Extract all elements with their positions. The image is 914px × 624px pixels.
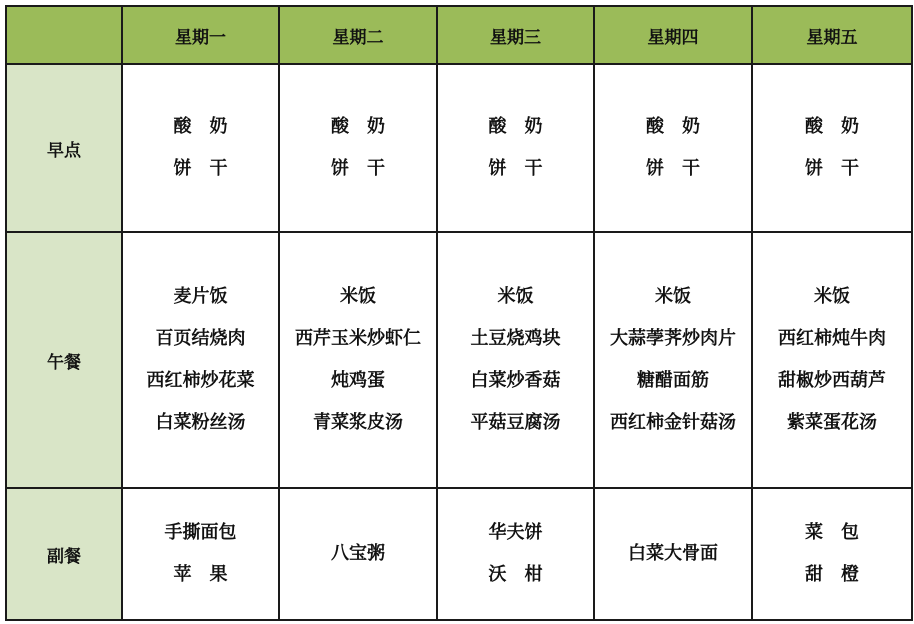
dish: 西红柿炖牛肉 — [778, 328, 886, 349]
corner-cell — [6, 6, 122, 64]
menu-cell — [437, 64, 594, 232]
dish: 炖鸡蛋 — [331, 370, 385, 391]
dish: 沃 柑 — [488, 564, 543, 585]
dish: 紫菜蛋花汤 — [787, 412, 877, 433]
meal-label: 副餐 — [6, 488, 122, 620]
dish: 西红柿金针菇汤 — [610, 412, 736, 433]
dish: 酸 奶 — [488, 116, 543, 137]
menu-cell — [122, 488, 279, 620]
dish: 米饭 — [814, 286, 850, 307]
day-header: 星期二 — [279, 6, 437, 64]
dish: 甜椒炒西葫芦 — [778, 370, 886, 391]
dish: 苹 果 — [173, 564, 228, 585]
dish: 土豆烧鸡块 — [470, 328, 561, 349]
dish: 华夫饼 — [488, 522, 543, 543]
dish: 米饭 — [497, 286, 534, 307]
meal-label: 早点 — [6, 64, 122, 232]
meal-row-snack — [6, 488, 912, 620]
dish: 米饭 — [340, 286, 376, 307]
dish: 青菜浆皮汤 — [313, 412, 403, 433]
menu-cell — [279, 232, 437, 488]
dish: 酸 奶 — [646, 116, 700, 137]
dish: 麦片饭 — [173, 286, 228, 307]
menu-cell — [279, 64, 437, 232]
dish: 甜 橙 — [805, 564, 859, 585]
dish: 平菇豆腐汤 — [470, 412, 561, 433]
meal-row-lunch — [6, 232, 912, 488]
menu-cell — [752, 232, 912, 488]
dish: 菜 包 — [805, 522, 859, 543]
day-header: 星期一 — [122, 6, 279, 64]
dish: 饼 干 — [646, 158, 700, 179]
menu-cell — [122, 232, 279, 488]
dish: 饼 干 — [488, 158, 543, 179]
header-row — [6, 6, 912, 64]
dish: 西红柿炒花菜 — [146, 370, 255, 391]
menu-cell — [594, 488, 752, 620]
dish: 西芹玉米炒虾仁 — [295, 328, 421, 349]
dish: 饼 干 — [173, 158, 228, 179]
weekly-menu-table — [5, 5, 913, 621]
menu-cell — [122, 64, 279, 232]
dish: 饼 干 — [331, 158, 385, 179]
dish: 手撕面包 — [164, 522, 237, 543]
dish: 白菜炒香菇 — [470, 370, 561, 391]
day-header: 星期五 — [752, 6, 912, 64]
dish: 酸 奶 — [805, 116, 859, 137]
day-header: 星期三 — [437, 6, 594, 64]
menu-cell — [437, 488, 594, 620]
dish: 酸 奶 — [173, 116, 228, 137]
dish: 糖醋面筋 — [637, 370, 709, 391]
dish: 酸 奶 — [331, 116, 385, 137]
dish: 饼 干 — [805, 158, 859, 179]
dish: 八宝粥 — [331, 543, 385, 564]
dish: 米饭 — [655, 286, 691, 307]
menu-cell — [437, 232, 594, 488]
dish: 白菜大骨面 — [628, 543, 718, 564]
dish: 大蒜荸荠炒肉片 — [610, 328, 736, 349]
meal-label: 午餐 — [6, 232, 122, 488]
menu-cell — [752, 64, 912, 232]
menu-cell — [752, 488, 912, 620]
day-header: 星期四 — [594, 6, 752, 64]
menu-cell — [594, 232, 752, 488]
menu-cell — [594, 64, 752, 232]
meal-row-breakfast — [6, 64, 912, 232]
dish: 百页结烧肉 — [155, 328, 246, 349]
menu-cell — [279, 488, 437, 620]
dish: 白菜粉丝汤 — [155, 412, 246, 433]
